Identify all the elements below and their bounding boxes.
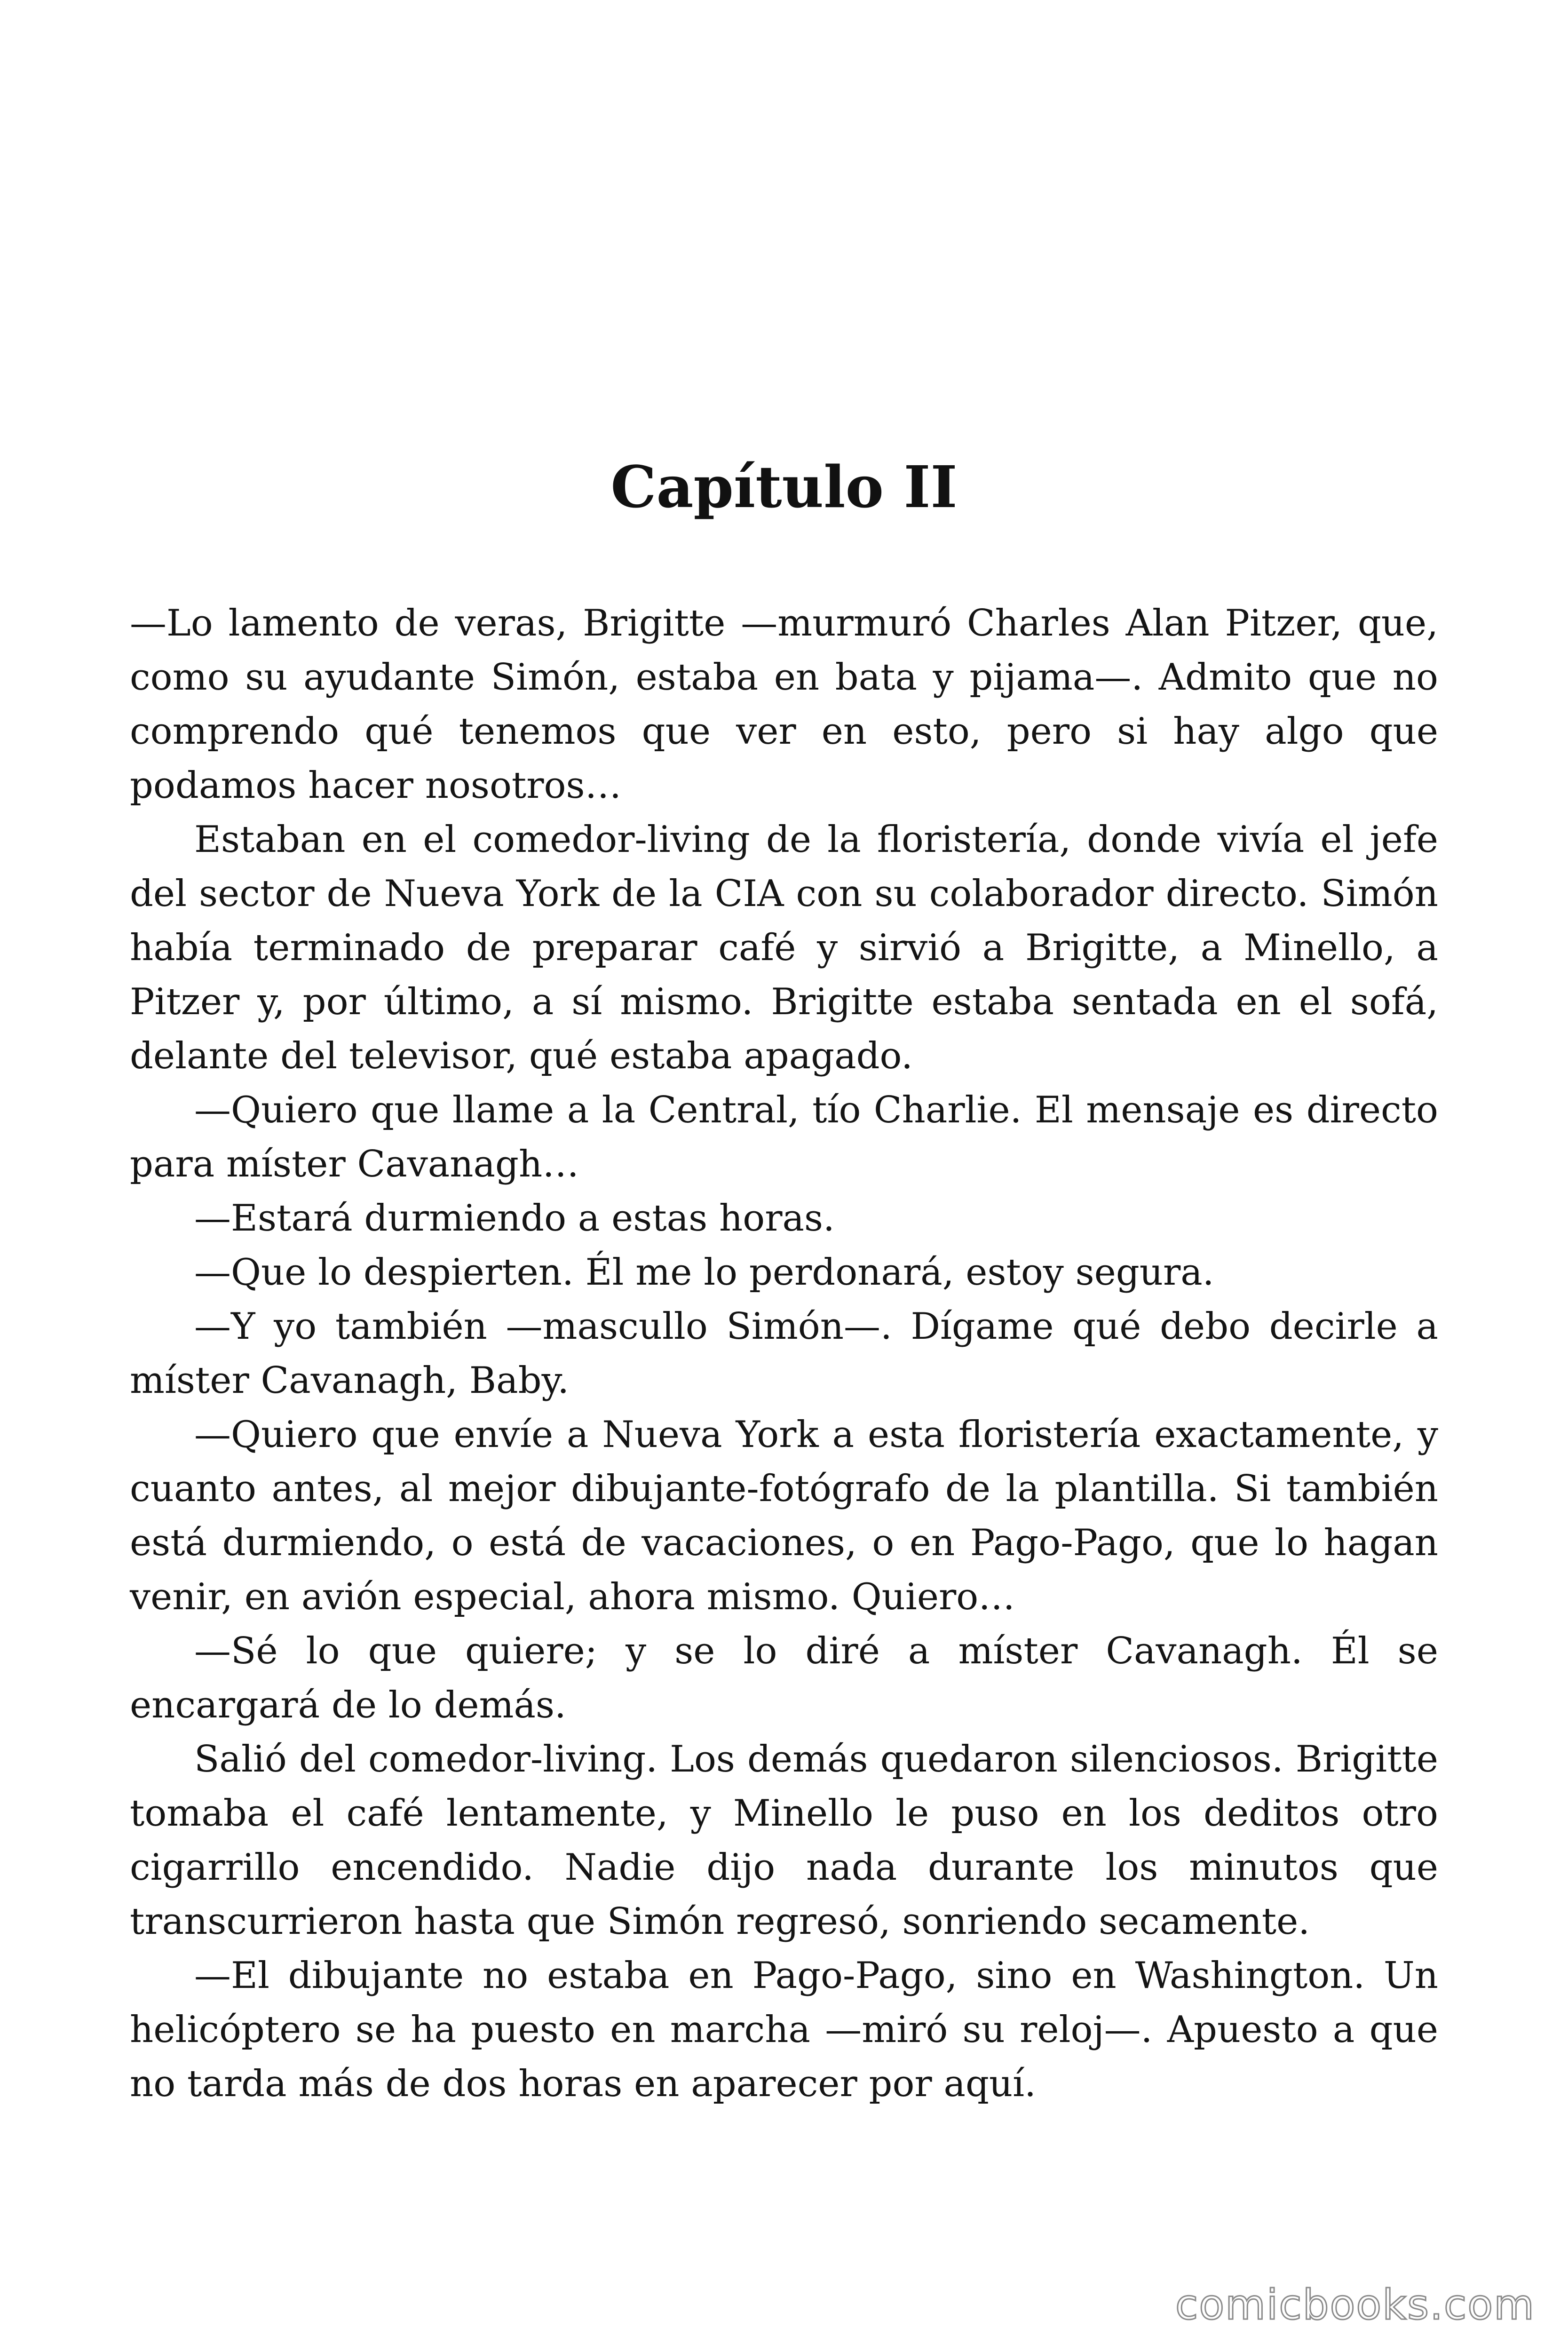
paragraph: —Lo lamento de veras, Brigitte —murmuró Charles Alan Pitzer, que, como su ayudante Simón, estaba en bata y pijama—. Admito que no comprendo qué tenemos que ver en esto, pero si hay algo que podamos hacer nosotros… xyxy=(130,602,1438,807)
chapter-body xyxy=(130,596,1438,2111)
paragraph: —Y yo también —mascullo Simón—. Dígame qué debo decirle a míster Cavanagh, Baby. xyxy=(130,1305,1438,1402)
paragraph: —Quiero que envíe a Nueva York a esta floristería exactamente, y cuanto antes, al mejor dibujante-fotógrafo de la plantilla. Si también está durmiendo, o está de vacaciones, o en Pago-Pago, que lo hagan venir, en avión especial, ahora mismo. Quiero… xyxy=(130,1414,1438,1618)
paragraph: —Estará durmiendo a estas horas. xyxy=(194,1197,835,1240)
paragraph: Estaban en el comedor-living de la floristería, donde vivía el jefe del sector de Nueva York de la CIA con su colaborador directo. Simón había terminado de preparar café y sirvió a Brigitte, a Minello, a Pitzer y, por último, a sí mismo. Brigitte estaba sentada en el sofá, delante del televisor, qué estaba apagado. xyxy=(130,818,1438,1077)
watermark: comicbooks.com xyxy=(1175,2280,1535,2329)
paragraph: —El dibujante no estaba en Pago-Pago, sino en Washington. Un helicóptero se ha puesto en marcha —miró su reloj—. Apuesto a que no tarda más de dos horas en aparecer por aquí. xyxy=(130,1955,1438,2105)
paragraph: —Quiero que llame a la Central, tío Charlie. El mensaje es directo para míster Cavanagh… xyxy=(130,1089,1438,1185)
paragraph: —Sé lo que quiere; y se lo diré a míster Cavanagh. Él se encargará de lo demás. xyxy=(130,1630,1438,1726)
paragraph: Salió del comedor-living. Los demás quedaron silenciosos. Brigitte tomaba el café lentamente, y Minello le puso en los deditos otro cigarrillo encendido. Nadie dijo nada durante los minutos que transcurrieron hasta que Simón regresó, sonriendo secamente. xyxy=(130,1738,1438,1943)
chapter-title: Capítulo II xyxy=(610,453,958,521)
paragraph: —Que lo despierten. Él me lo perdonará, estoy segura. xyxy=(194,1251,1214,1294)
